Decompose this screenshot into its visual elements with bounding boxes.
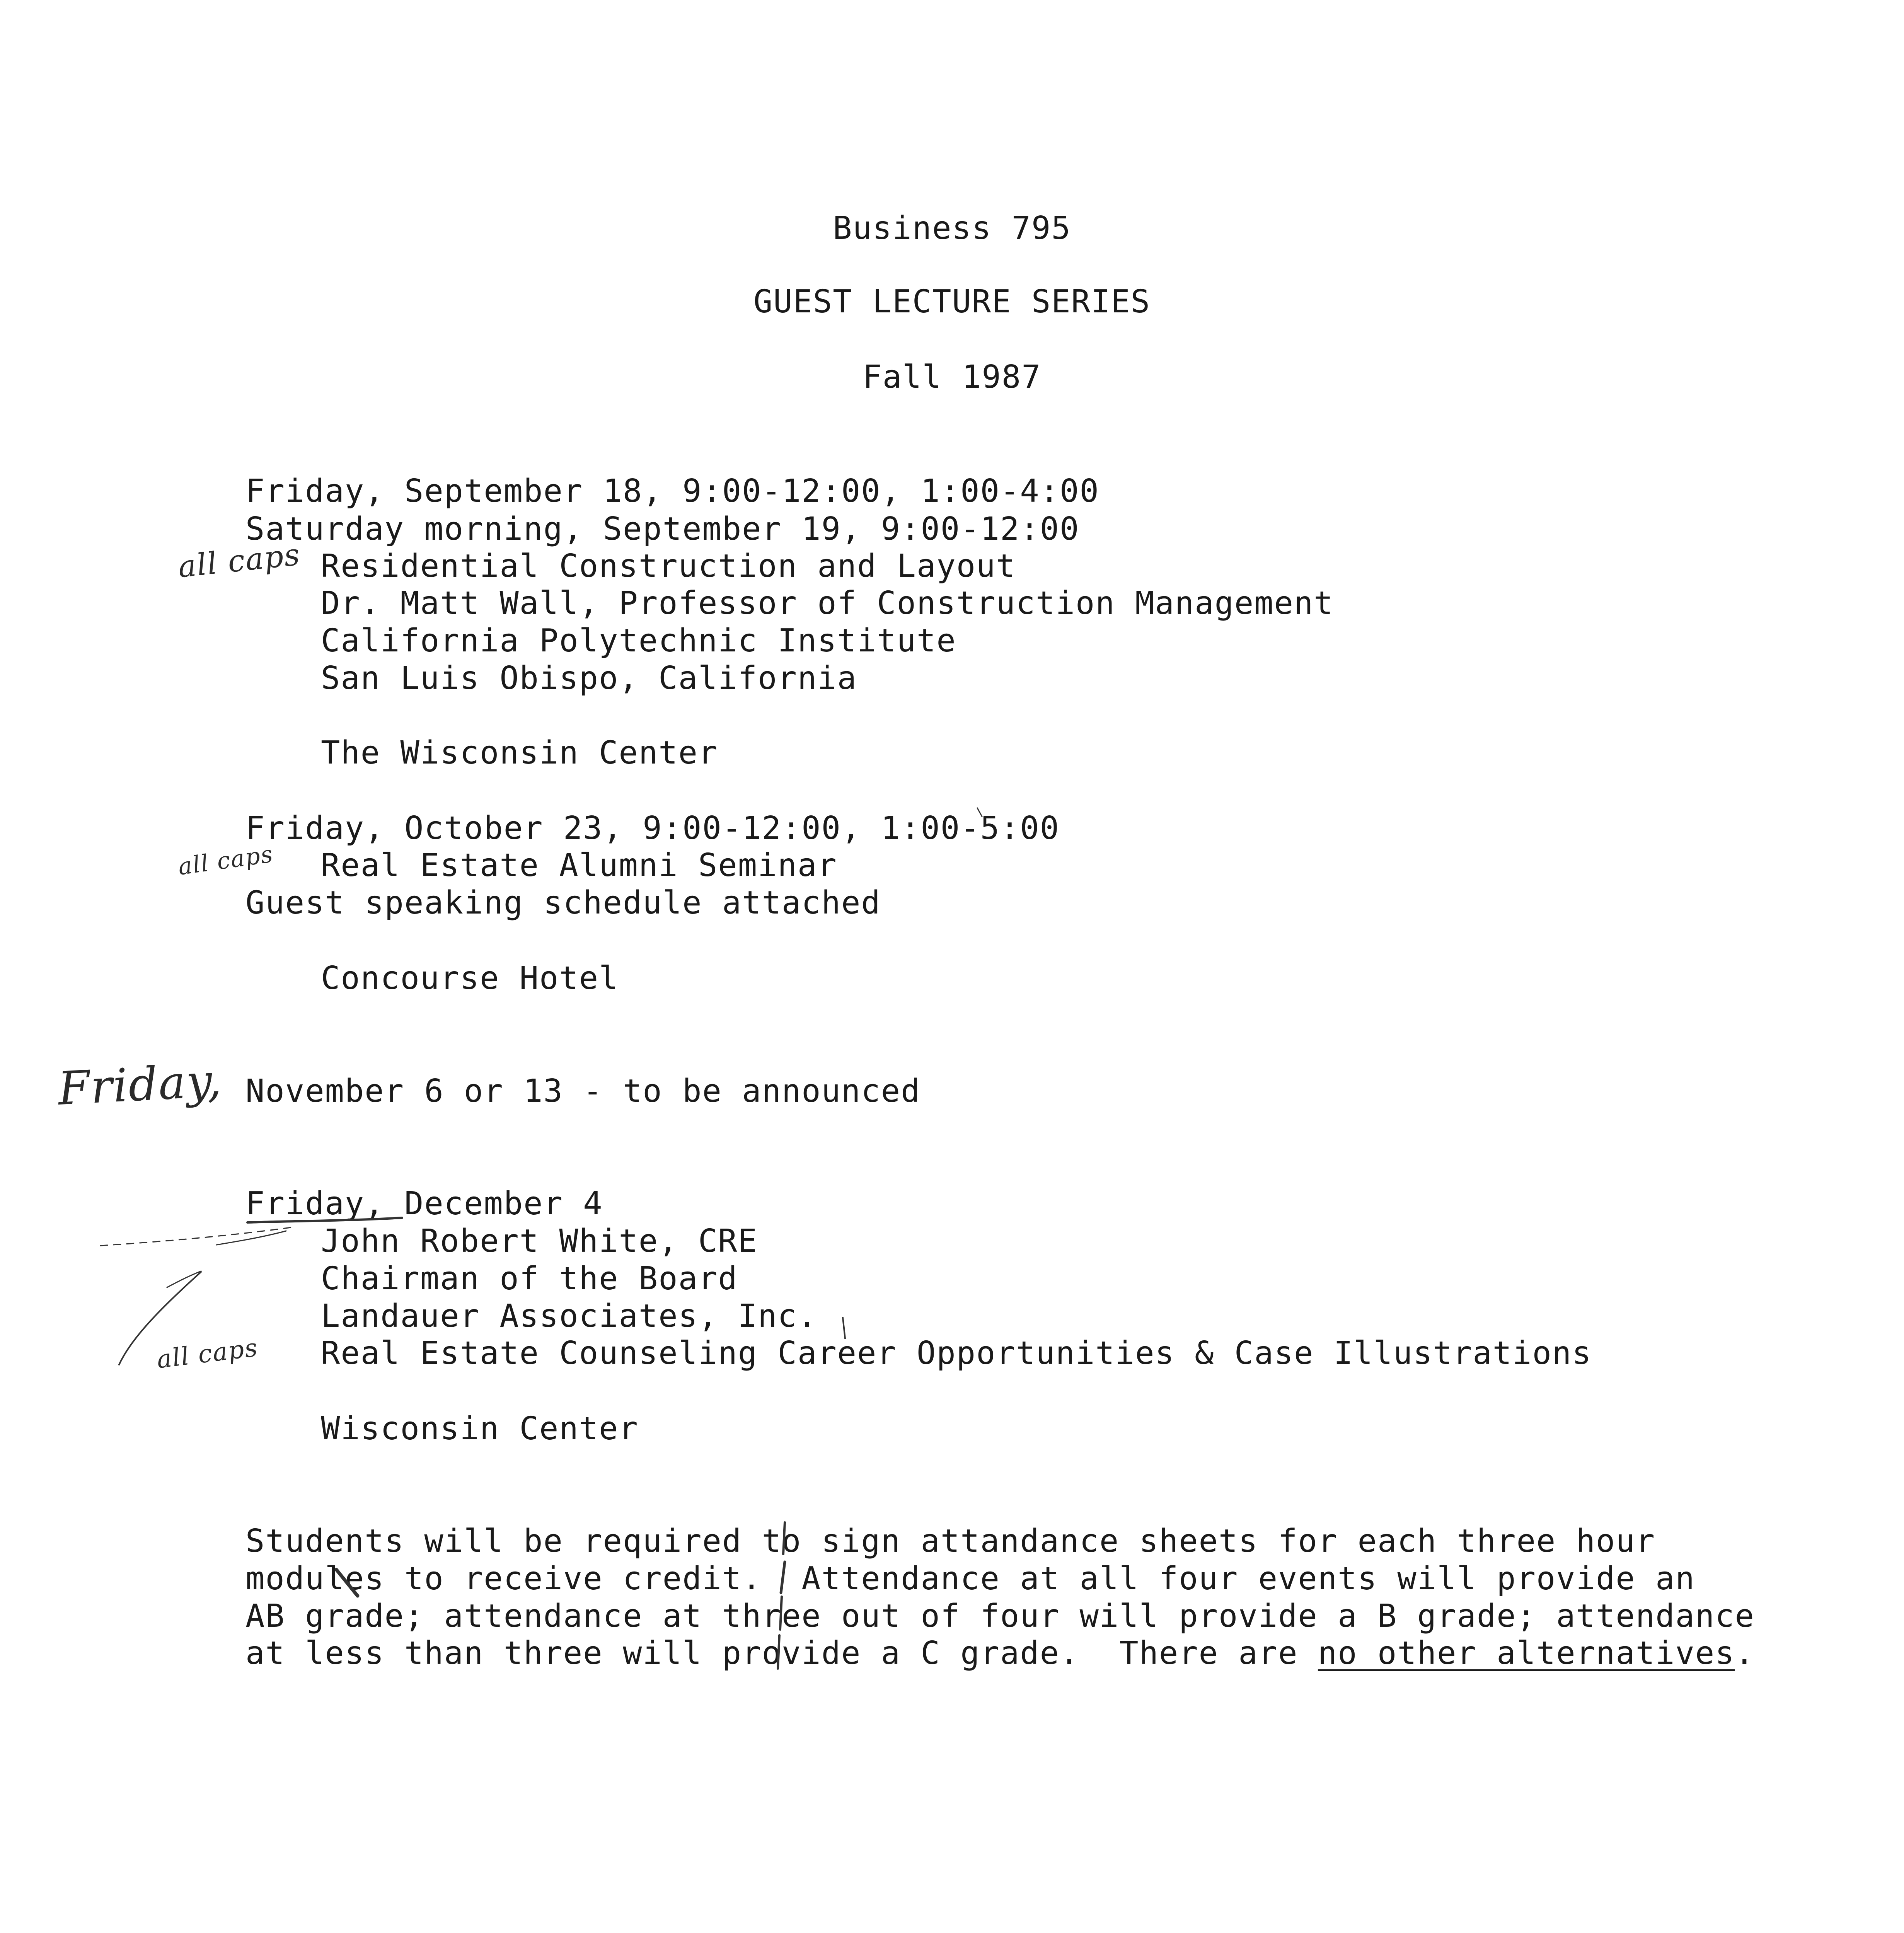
- policy-line-2: modules to receive credit. Attendance at all four events will provide an: [245, 1560, 1695, 1597]
- event1-institution: California Polytechnic Institute: [321, 622, 956, 659]
- friday-arrow-stroke-2: [216, 1231, 286, 1245]
- event4-role: Chairman of the Board: [321, 1260, 738, 1297]
- handwritten-note-all-caps-1: all caps: [176, 537, 302, 585]
- policy-line-4: [245, 1635, 1755, 1672]
- handwritten-note-friday: Friday,: [56, 1053, 223, 1116]
- event2-date: Friday, October 23, 9:00-12:00, 1:00-5:00: [245, 810, 1060, 847]
- event2-location: Concourse Hotel: [321, 960, 619, 997]
- series-title: GUEST LECTURE SERIES: [753, 283, 1151, 320]
- event1-date-line-1: Friday, September 18, 9:00-12:00, 1:00-4:00: [245, 473, 1099, 510]
- event2-note: Guest speaking schedule attached: [245, 885, 881, 921]
- event1-city: San Luis Obispo, California: [321, 660, 857, 697]
- event1-location: The Wisconsin Center: [321, 735, 718, 771]
- policy-line-4-text: at less than three will provide a C grade. There are: [245, 1635, 1318, 1672]
- policy-line-4-end: .: [1735, 1635, 1755, 1672]
- event1-title: Residential Construction and Layout: [321, 548, 1016, 585]
- bracket-stroke-short: [167, 1271, 201, 1287]
- event1-speaker: Dr. Matt Wall, Professor of Construction Management: [321, 585, 1334, 622]
- handwritten-note-all-caps-3: all caps: [155, 1333, 260, 1374]
- event3-date: November 6 or 13 - to be announced: [245, 1073, 921, 1110]
- event4-speaker: John Robert White, CRE: [321, 1223, 758, 1260]
- handwritten-note-all-caps-2: all caps: [176, 840, 275, 881]
- policy-emphasis: no other alternatives: [1318, 1635, 1735, 1672]
- term-title: Fall 1987: [863, 359, 1041, 395]
- course-title: Business 795: [833, 210, 1071, 247]
- event4-company: Landauer Associates, Inc.: [321, 1298, 818, 1335]
- policy-line-3: AB grade; attendance at three out of four will provide a B grade; attendance: [245, 1598, 1755, 1635]
- event1-date-line-2: Saturday morning, September 19, 9:00-12:00: [245, 511, 1080, 547]
- policy-line-1: Students will be required to sign attandance sheets for each three hour: [245, 1523, 1656, 1560]
- event4-date: Friday, December 4: [245, 1185, 603, 1222]
- friday-arrow-stroke-1: [101, 1227, 294, 1246]
- event4-location: Wisconsin Center: [321, 1410, 639, 1447]
- event2-title: Real Estate Alumni Seminar: [321, 847, 837, 884]
- event4-title: Real Estate Counseling Career Opportunities & Case Illustrations: [321, 1335, 1592, 1372]
